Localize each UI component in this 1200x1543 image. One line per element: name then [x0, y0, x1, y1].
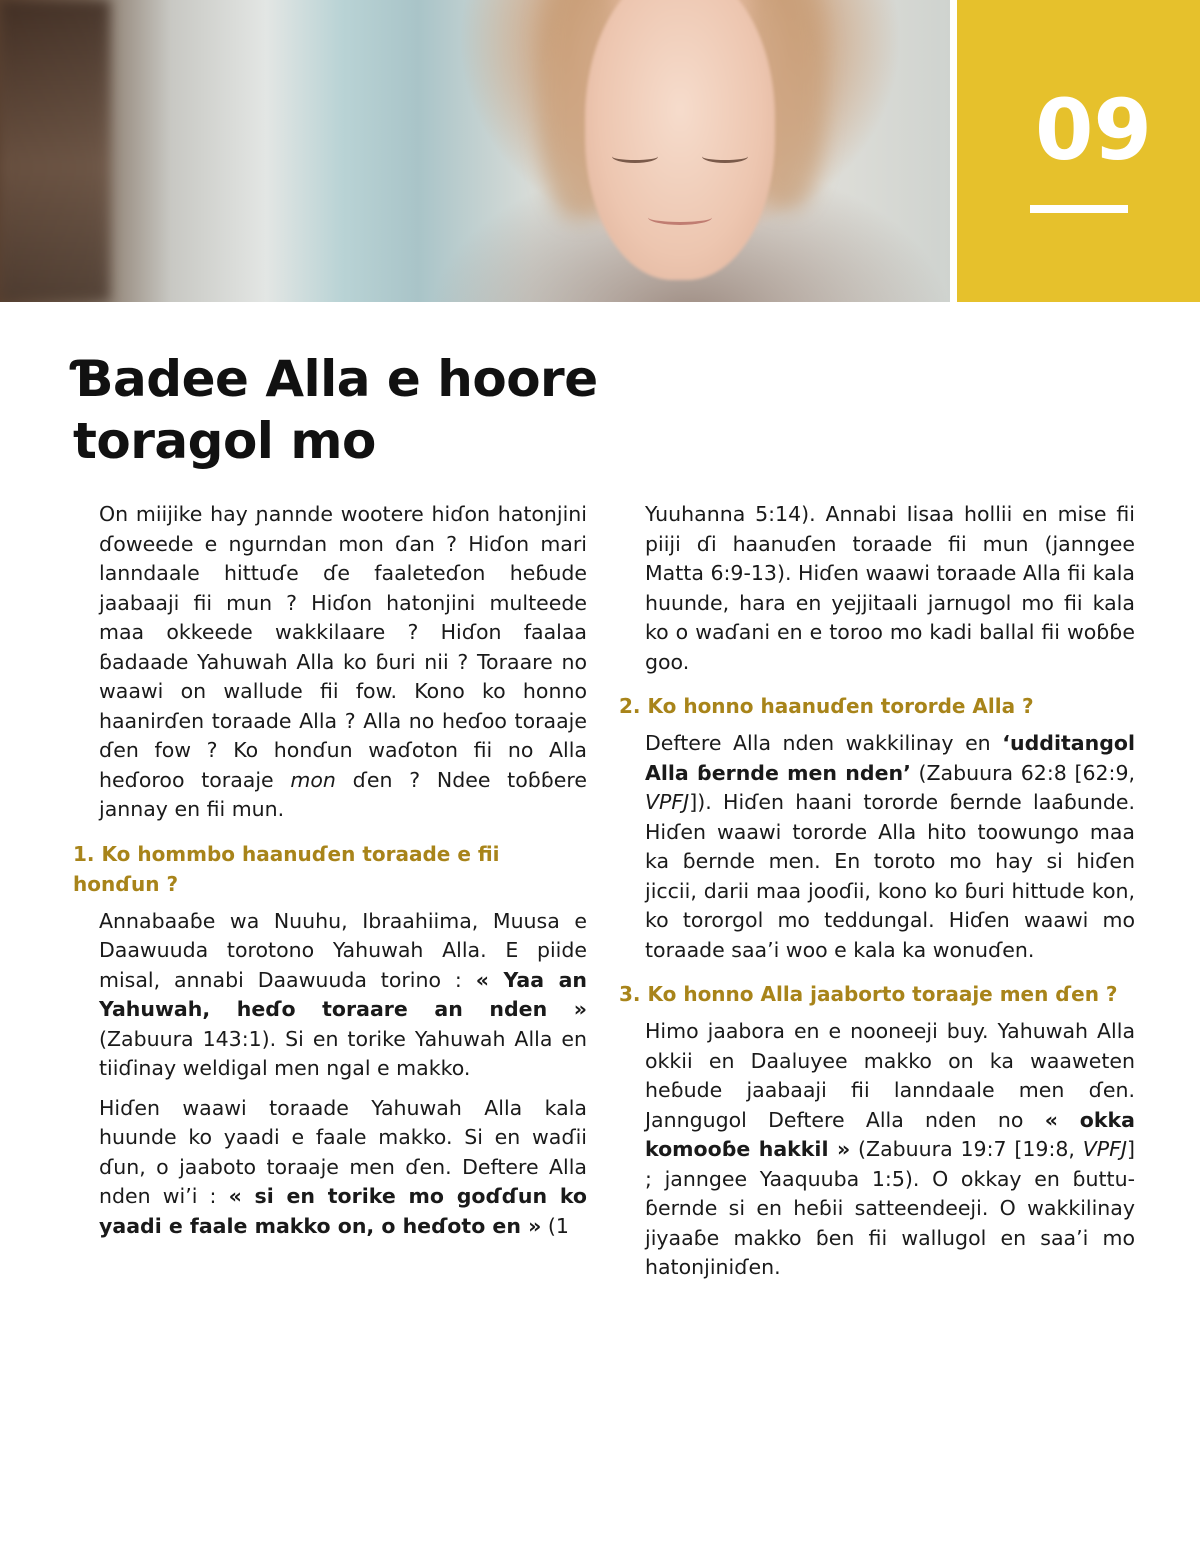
header-photo: [0, 0, 950, 302]
lesson-number: 09: [1035, 81, 1152, 179]
smile: [648, 210, 712, 225]
bookshelf-background: [0, 0, 110, 302]
section-1-paragraph-2: Hiɗen waawi toraade Yahuwah Alla kala huunde ko yaadi e faale makko. Si en waɗii ɗun, o jaaboto toraaje men ɗen. Deftere Alla nden wi’i : « si en torike mo goɗɗun ko yaadi e faale makko on, o heɗoto en » (1: [99, 1095, 588, 1238]
left-column: [73, 500, 588, 1251]
closed-eye-right: [702, 150, 748, 163]
right-column: [619, 500, 1135, 1293]
section-1-paragraph-2-continued: Yuuhanna 5:14). Annabi Iisaa hollii en mise fii piiji ɗi haanuɗen toraade fii mun (janngee Matta 6:9-13). Hiɗen waawi toraade Alla fii kala huunde, hara en yejjitaali jarnugol mo fii kala ko o waɗani en e toroo mo kadi ballal fii woɓɓe goo.: [645, 502, 1135, 674]
section-2-paragraph: Deftere Alla nden wakkilinay en ‘udditangol Alla ɓernde men nden’ (Zabuura 62:8 [62:9, VPFJ]). Hiɗen haani tororde ɓernde laaɓunde. Hiɗen waawi tororde Alla hito toowungo maa ka ɓernde men. En toroto mo hay si hiɗen jiccii, darii maa jooɗii, kono ko ɓuri hittude kon, ko tororgol mo teddungal. Hiɗen waawi mo toraade saa’i woo e kala ka wonuɗen.: [645, 731, 1135, 962]
lesson-number-badge: [957, 0, 1200, 302]
section-1-paragraph-1: Annabaaɓe wa Nuuhu, Ibraahiima, Muusa e Daawuuda torotono Yahuwah Alla. E piide misal, annabi Daawuuda torino : « Yaa an Yahuwah, heɗo toraare an nden » (Zabuura 143:1). Si en torike Yahuwah Alla en tiiɗinay weldigal men ngal e makko.: [99, 908, 587, 1080]
intro-paragraph: On miijike hay ɲannde wootere hiɗon hatonjini ɗoweede e ngurndan mon ɗan ? Hiɗon mari lanndaale hittuɗe ɗe faaleteɗon heɓude jaabaaji fii mun ? Hiɗon hatonjini multeede maa okkeede wakkilaare ? Hiɗon faalaa ɓadaade Yahuwah Alla ko ɓuri nii ? Toraare no waawi on wallude fii fow. Kono ko honno haanirɗen toraade Alla ? Alla no heɗoo toraaje ɗen fow ? Ko honɗun waɗoton fii no Alla heɗoroo toraaje mon ɗen ? Ndee toɓɓere jannay en fii mun.: [99, 502, 587, 821]
section-1-heading: 1. Ko hommbo haanuɗen toraade e fii honɗun ?: [73, 841, 500, 896]
lesson-number-underline: [1030, 205, 1128, 213]
section-3-heading: 3. Ko honno Alla jaaborto toraaje men ɗen ?: [619, 982, 1118, 1006]
page-title: Ɓadee Alla e hoore toragol mo: [73, 350, 598, 470]
section-3-paragraph: Himo jaabora en e nooneeji buy. Yahuwah Alla okkii en Daaluyee makko on ka waaweten heɓude jaabaaji fii lanndaale men ɗen. Janngugol Deftere Alla nden no « okka komooɓe hakkil » (Zabuura 19:7 [19:8, VPFJ] ; janngee Yaaquuba 1:5). O okkay en ɓuttu-ɓernde si en heɓii satteendeeji. O wakkilinay jiyaaɓe makko ɓen fii wallugol en saa’i mo hatonjiniɗen.: [645, 1019, 1135, 1279]
closed-eye-left: [612, 150, 658, 163]
section-2-heading: 2. Ko honno haanuɗen tororde Alla ?: [619, 694, 1034, 718]
face: [585, 0, 775, 280]
